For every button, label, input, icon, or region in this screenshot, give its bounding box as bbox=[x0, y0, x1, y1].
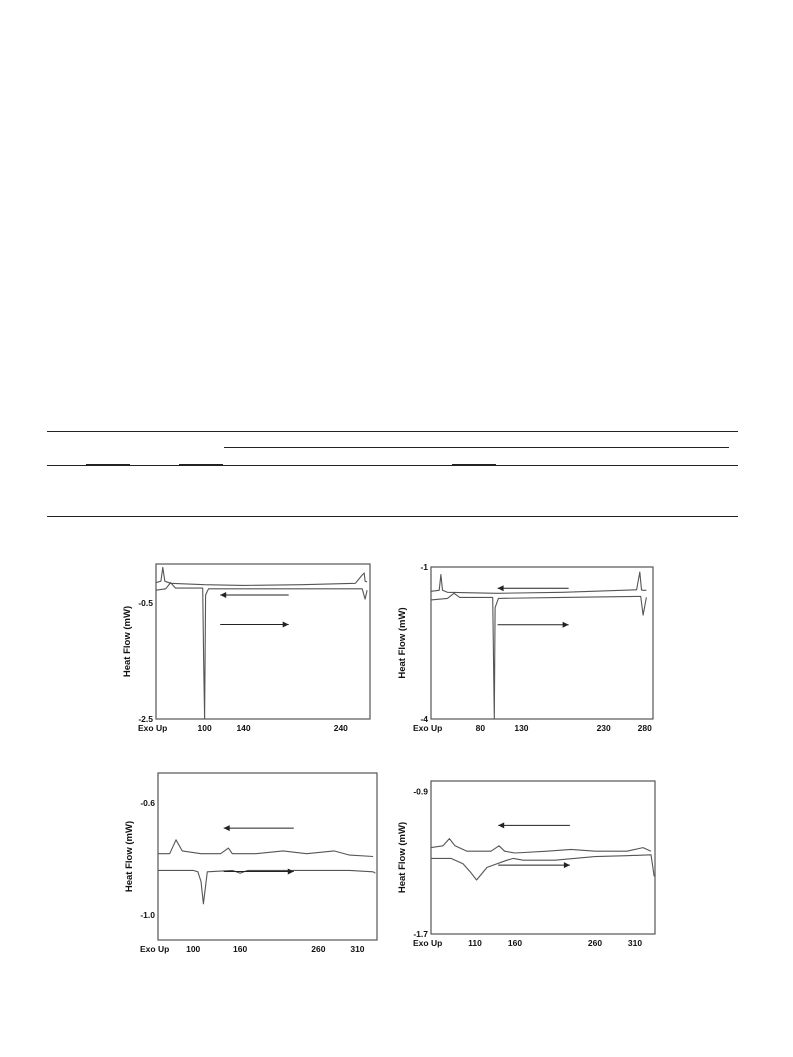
chart-svg bbox=[115, 769, 380, 969]
y-axis-label: Heat Flow (mW) bbox=[124, 820, 135, 893]
heating-curve bbox=[158, 870, 375, 903]
dsc-chart-c bbox=[115, 769, 380, 974]
arrow-head-icon bbox=[563, 622, 569, 628]
y-tick-label: -0.9 bbox=[413, 786, 428, 797]
arrow-head-icon bbox=[283, 621, 289, 627]
x-tick-label: 230 bbox=[596, 723, 611, 733]
x-tick-label: 110 bbox=[468, 938, 482, 948]
cooling-curve bbox=[156, 567, 367, 585]
dsc-chart-b bbox=[393, 559, 658, 744]
arrow-head-icon bbox=[220, 592, 226, 598]
table-top-rule bbox=[47, 431, 738, 432]
dsc-chart-a bbox=[115, 559, 375, 744]
plot-frame bbox=[431, 567, 653, 719]
cooling-curve bbox=[431, 572, 646, 593]
y-tick-label: -4 bbox=[420, 714, 428, 724]
chart-svg bbox=[115, 559, 375, 739]
dsc-chart-d bbox=[393, 769, 658, 974]
y-axis-label: Heat Flow (mW) bbox=[397, 607, 408, 679]
y-tick-label: -1.7 bbox=[413, 929, 428, 939]
x-tick-label: 260 bbox=[587, 938, 603, 948]
arrow-head-icon bbox=[498, 585, 504, 591]
plot-frame bbox=[158, 773, 377, 940]
x-tick-label: 80 bbox=[475, 723, 486, 733]
exo-up-label: Exo Up bbox=[138, 723, 168, 733]
y-tick-label: -0.5 bbox=[138, 597, 153, 608]
table-mid-rule bbox=[47, 465, 738, 466]
table-bottom-rule bbox=[47, 516, 738, 517]
chart-svg bbox=[393, 769, 658, 969]
x-tick-label: 160 bbox=[233, 944, 248, 954]
x-tick-label: 310 bbox=[350, 944, 365, 954]
x-tick-label: 160 bbox=[507, 938, 523, 948]
table-header-rule bbox=[224, 447, 729, 448]
x-tick-label: 100 bbox=[186, 944, 201, 954]
heating-curve bbox=[156, 583, 367, 719]
arrow-head-icon bbox=[564, 862, 570, 868]
cooling-curve bbox=[431, 839, 651, 853]
y-axis-label: Heat Flow (mW) bbox=[397, 821, 408, 894]
x-tick-label: 240 bbox=[333, 723, 348, 733]
y-tick-label: -0.6 bbox=[140, 798, 155, 809]
arrow-head-icon bbox=[498, 822, 504, 828]
arrow-head-icon bbox=[224, 825, 230, 831]
heating-curve bbox=[431, 593, 646, 719]
plot-frame bbox=[431, 781, 655, 934]
x-tick-label: 260 bbox=[311, 944, 326, 954]
y-axis-label: Heat Flow (mW) bbox=[122, 605, 133, 678]
x-tick-label: 100 bbox=[197, 723, 212, 733]
y-tick-label: -1 bbox=[420, 562, 428, 572]
x-tick-label: 280 bbox=[637, 723, 652, 733]
x-tick-label: 140 bbox=[236, 723, 251, 733]
exo-up-label: Exo Up bbox=[413, 723, 443, 733]
cooling-curve bbox=[158, 840, 373, 857]
y-tick-label: -1.0 bbox=[140, 909, 155, 920]
arrow-head-icon bbox=[288, 869, 294, 875]
x-tick-label: 310 bbox=[627, 938, 643, 948]
x-tick-label: 130 bbox=[514, 723, 529, 733]
exo-up-label: Exo Up bbox=[140, 944, 170, 954]
exo-up-label: Exo Up bbox=[413, 938, 443, 948]
chart-svg bbox=[393, 559, 658, 739]
y-tick-label: -2.5 bbox=[138, 714, 153, 724]
heating-curve bbox=[431, 855, 654, 880]
plot-frame bbox=[156, 564, 370, 719]
